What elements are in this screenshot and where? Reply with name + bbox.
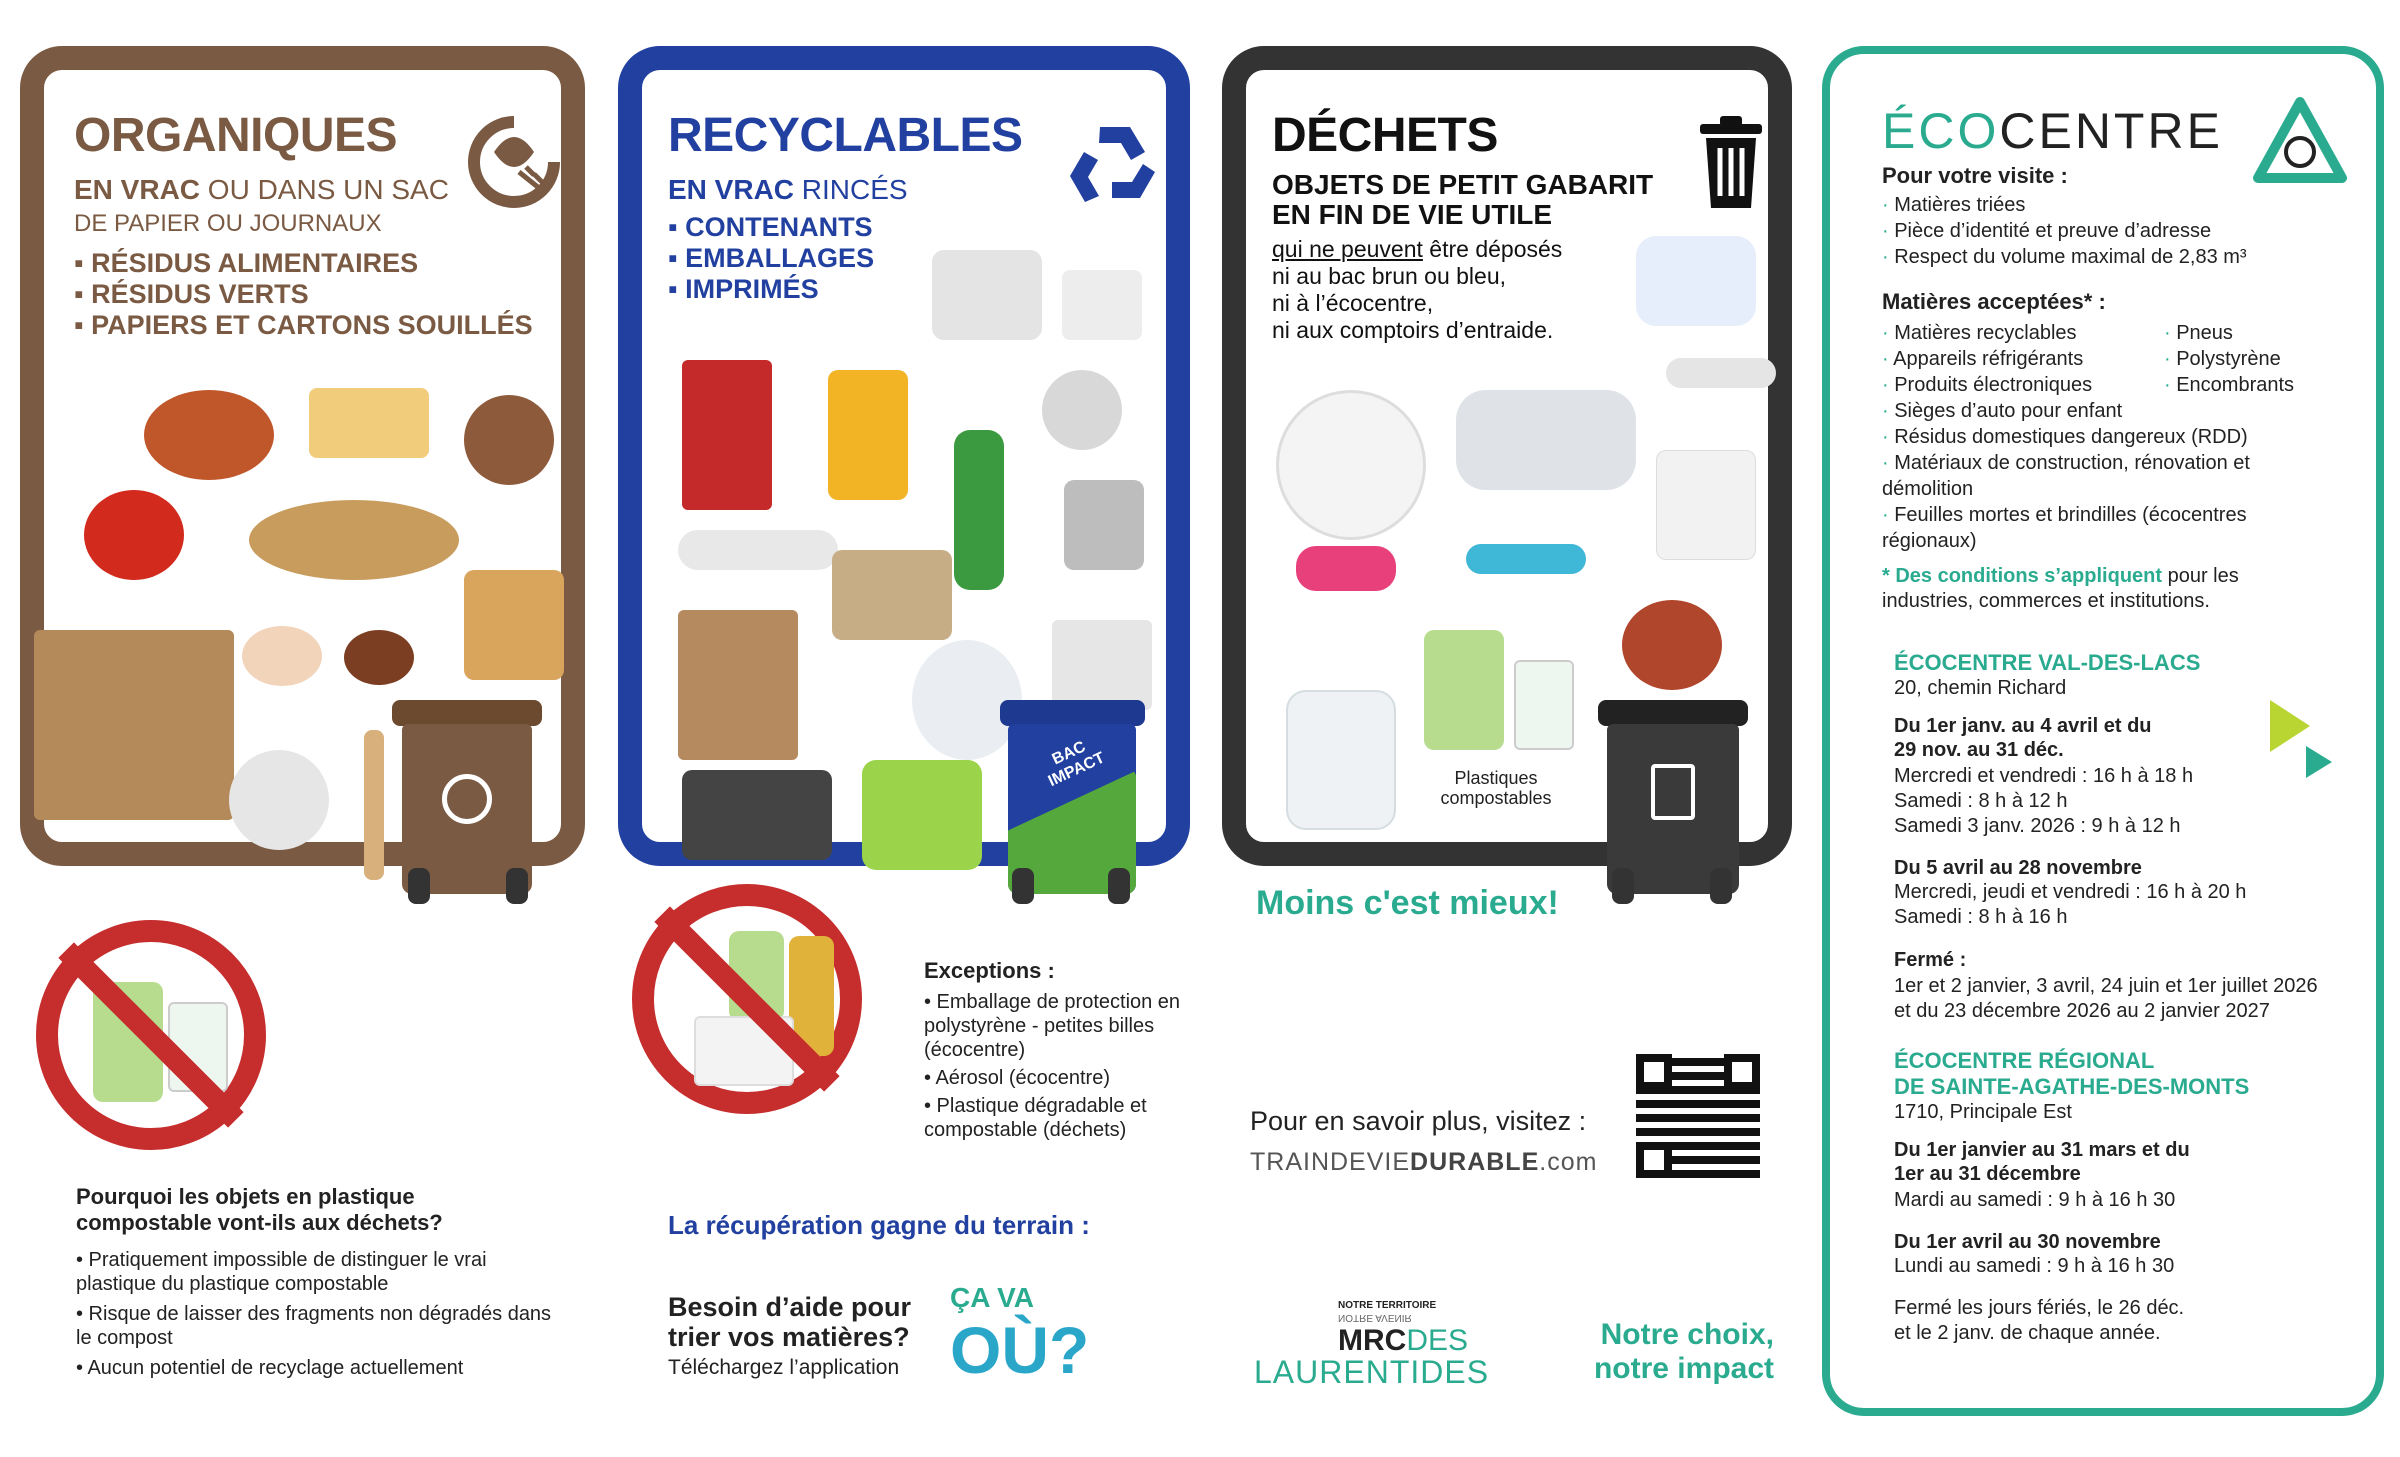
pepper-image — [84, 490, 184, 580]
toothbrush-2-image — [1466, 544, 1586, 574]
newspaper-image — [1052, 620, 1152, 710]
wheel — [1012, 868, 1034, 904]
why-compostable-title: Pourquoi les objets en plastique compostable vont-ils aux déchets? — [76, 1184, 443, 1235]
subtitle-line: OBJETS DE PETIT GABARIT — [1272, 169, 1654, 200]
nuts-image — [344, 630, 414, 685]
bread-image — [464, 570, 564, 680]
list-item: · Matières triées — [1882, 194, 2026, 216]
hours-line: Mercredi et vendredi : 16 h à 18 h — [1894, 765, 2194, 787]
list-item: · Produits électroniques — [1882, 374, 2093, 396]
recycle-icon — [442, 774, 492, 824]
recyclables-title: RECYCLABLES — [668, 109, 1023, 162]
shoes-image — [1456, 390, 1636, 490]
brown-bin-lid — [392, 700, 542, 726]
ecocentre-logo-icon — [2250, 94, 2350, 194]
compostable-label: Plastiques compostables — [1440, 768, 1552, 808]
site2-period1-title: Du 1er janvier au 31 mars et du 1er au 31 décembre — [1894, 1139, 2190, 1185]
site2-address: 1710, Principale Est — [1894, 1101, 2072, 1123]
dechets-description: qui ne peuvent être déposés ni au bac brun ou bleu, ni à l’écocentre, ni aux comptoirs d’entraide. — [1272, 236, 1563, 343]
eggshell-image — [242, 626, 322, 686]
more-info-text: Pour en savoir plus, visitez : — [1250, 1106, 1587, 1136]
list-item: · Résidus domestiques dangereux (RDD) — [1882, 426, 2248, 448]
mrc-name: LAURENTIDES — [1254, 1354, 1490, 1390]
list-item: · Polystyrène — [2164, 348, 2281, 370]
holiday-line: Fermé les jours fériés, le 26 déc. — [1894, 1297, 2185, 1319]
accepted-title: Matières acceptées* : — [1882, 289, 2106, 314]
conditions-note: * Des conditions s’appliquent pour les industries, commerces et institutions. — [1882, 565, 2239, 612]
hours-line: Samedi : 8 h à 12 h — [1894, 790, 2068, 812]
list-item: · Sièges d’auto pour enfant — [1882, 400, 2123, 422]
list-item: • Aucun potentiel de recyclage actuellement — [76, 1357, 464, 1379]
trash-can-icon — [1696, 114, 1766, 210]
yogurt-cup-image — [1062, 270, 1142, 340]
site1-period1-hours — [1894, 764, 2193, 839]
tissue-image — [229, 750, 329, 850]
trash-can-icon — [1651, 764, 1695, 820]
qr-code[interactable] — [1636, 1054, 1760, 1178]
foil-ball-image — [1042, 370, 1122, 450]
list-item: · Pièce d’identité et preuve d’adresse — [1882, 220, 2212, 242]
site2-period2-title: Du 1er avril au 30 novembre — [1894, 1231, 2161, 1253]
exceptions-list — [924, 990, 1184, 1142]
visit-list — [1882, 192, 2362, 270]
holidays-note — [1894, 1296, 2184, 1346]
utensils-image — [1656, 450, 1756, 560]
glass-bottle-image — [954, 430, 1004, 590]
cereal-box-image — [682, 360, 772, 510]
slogan: Moins c'est mieux! — [1256, 884, 1559, 922]
black-bin-lid — [1598, 700, 1748, 726]
site1-period1-title: Du 1er janv. au 4 avril et du 29 nov. au 31 déc. — [1894, 715, 2152, 761]
diaper-image — [1636, 236, 1756, 326]
fish-bones-image — [249, 500, 459, 580]
ecocentre-panel — [1822, 46, 2384, 1416]
accepted-list-full — [1882, 398, 2322, 554]
list-item: • Plastique dégradable et compostable (déchets) — [924, 1095, 1147, 1141]
mrc-tagline: NOTRE AVENIR — [1338, 1312, 1412, 1323]
list-item: ▪ IMPRIMÉS — [668, 274, 819, 304]
choice-slogan: Notre choix, notre impact — [1593, 1318, 1774, 1385]
list-item: • Risque de laisser des fragments non dégradés dans le compost — [76, 1303, 552, 1349]
mrc-logo: NOTRE TERRITOIRE NOTRE AVENIR MRCDES LAURENTIDES — [1254, 1300, 1490, 1390]
container-image — [932, 250, 1042, 340]
foam-tray-image — [682, 770, 832, 860]
help-subtitle: Téléchargez l’application — [668, 1356, 900, 1379]
list-item: ▪ RÉSIDUS VERTS — [74, 279, 309, 309]
dechets-subtitle — [1272, 170, 1653, 230]
play-arrow-icon — [2270, 700, 2310, 752]
toothbrush-image — [1666, 358, 1776, 388]
cheese-image — [309, 388, 429, 458]
website-link[interactable]: TRAINDEVIEDURABLE.com — [1250, 1148, 1598, 1176]
chips-bag-image — [828, 370, 908, 500]
cardboard-image — [678, 610, 798, 760]
bin-label: BAC IMPACT — [1045, 738, 1108, 791]
ecocentre-title: ÉCOCENTRE — [1882, 103, 2223, 159]
plastic-bottle-image — [678, 530, 838, 570]
metal-can-image — [1064, 480, 1144, 570]
help-title: Besoin d’aide pour trier vos matières? — [668, 1292, 912, 1352]
wheel — [1108, 868, 1130, 904]
hours-line: Samedi : 8 h à 16 h — [1894, 906, 2068, 928]
recyclables-subtitle: EN VRAC RINCÉS — [668, 174, 908, 205]
hours-line: Mercredi, jeudi et vendredi : 16 h à 20 h — [1894, 881, 2247, 903]
broken-glass-image — [1286, 690, 1396, 830]
no-compostable-sign — [36, 920, 266, 1150]
list-item: ▪ RÉSIDUS ALIMENTAIRES — [74, 248, 419, 278]
site2-period2-hours: Lundi au samedi : 9 h à 16 h 30 — [1894, 1255, 2175, 1277]
jug-image — [862, 760, 982, 870]
subtitle-line: EN FIN DE VIE UTILE — [1272, 199, 1553, 230]
list-item: · Matières recyclables — [1882, 322, 2077, 344]
wheel — [1612, 868, 1634, 904]
plate-image — [1276, 390, 1426, 540]
site1-address: 20, chemin Richard — [1894, 677, 2067, 699]
accepted-list-col2 — [2164, 320, 2344, 398]
blue-bin-lid — [1000, 700, 1145, 726]
list-item: · Matériaux de construction, rénovation et démolition — [1882, 452, 2250, 500]
wheel — [408, 868, 430, 904]
compost-bag-image — [1424, 630, 1504, 750]
why-compostable-list — [76, 1248, 556, 1380]
list-item: • Emballage de protection en polystyrène - petites billes (écocentre) — [924, 991, 1181, 1061]
list-item: ▪ CONTENANTS — [668, 212, 873, 242]
site1-title: ÉCOCENTRE VAL-DES-LACS — [1894, 650, 2201, 675]
organiques-title: ORGANIQUES — [74, 109, 398, 162]
recyclables-list — [668, 212, 874, 305]
mrc-tagline: NOTRE TERRITOIRE — [1338, 1300, 1437, 1311]
recycle-icon — [1060, 112, 1170, 222]
site1-period2-title: Du 5 avril au 28 novembre — [1894, 857, 2142, 879]
ca-va-ou-app-logo[interactable] — [950, 1272, 1130, 1392]
no-exceptions-sign — [632, 884, 862, 1114]
visit-title: Pour votre visite : — [1882, 163, 2068, 188]
wheel — [1710, 868, 1732, 904]
list-item: ▪ PAPIERS ET CARTONS SOUILLÉS — [74, 310, 533, 340]
ball-image — [1622, 600, 1722, 690]
wooden-fork-image — [364, 730, 384, 880]
list-item: · Feuilles mortes et brindilles (écocentres régionaux) — [1882, 504, 2247, 552]
egg-carton-image — [832, 550, 952, 640]
exceptions-title: Exceptions : — [924, 958, 1055, 983]
accepted-list-col1 — [1882, 320, 2162, 398]
hairbrush-image — [1296, 546, 1396, 591]
organiques-subtitle-2: DE PAPIER OU JOURNAUX — [74, 210, 382, 237]
app-logo-bottom: OÙ? — [950, 1313, 1090, 1387]
compost-icon — [464, 112, 564, 212]
organiques-subtitle: EN VRAC OU DANS UN SAC — [74, 174, 449, 205]
list-item: • Pratiquement impossible de distinguer le vrai plastique du plastique compostable — [76, 1249, 487, 1295]
recuperation-title: La récupération gagne du terrain : — [668, 1210, 1090, 1240]
list-item: ▪ EMBALLAGES — [668, 243, 875, 273]
bones-image — [464, 395, 554, 485]
closed-line: 1er et 2 janvier, 3 avril, 24 juin et 1er juillet 2026 — [1894, 975, 2318, 997]
site2-period1-hours: Mardi au samedi : 9 h à 16 h 30 — [1894, 1189, 2176, 1211]
site2-title: ÉCOCENTRE RÉGIONAL DE SAINTE-AGATHE-DES-MONTS — [1894, 1048, 2250, 1099]
wheel — [506, 868, 528, 904]
list-item: · Appareils réfrigérants — [1882, 348, 2084, 370]
pizza-box-image — [34, 630, 234, 820]
site1-period2-hours — [1894, 880, 2246, 930]
list-item: · Encombrants — [2164, 374, 2295, 396]
dechets-title: DÉCHETS — [1272, 109, 1498, 162]
closed-line: et du 23 décembre 2026 au 2 janvier 2027 — [1894, 1000, 2270, 1022]
list-item: · Pneus — [2164, 322, 2233, 344]
list-item: • Aérosol (écocentre) — [924, 1067, 1110, 1089]
organiques-list — [74, 248, 533, 341]
app-logo-top: ÇA VA — [950, 1282, 1034, 1313]
closed-title: Fermé : — [1894, 949, 1967, 971]
hours-line: Samedi 3 janv. 2026 : 9 h à 12 h — [1894, 815, 2181, 837]
leaves-image — [144, 390, 274, 480]
holiday-line: et le 2 janv. de chaque année. — [1894, 1322, 2161, 1344]
play-arrow-icon — [2306, 746, 2332, 778]
compost-cup-image — [1514, 660, 1574, 750]
closed-dates — [1894, 974, 2318, 1024]
list-item: · Respect du volume maximal de 2,83 m³ — [1882, 246, 2247, 268]
